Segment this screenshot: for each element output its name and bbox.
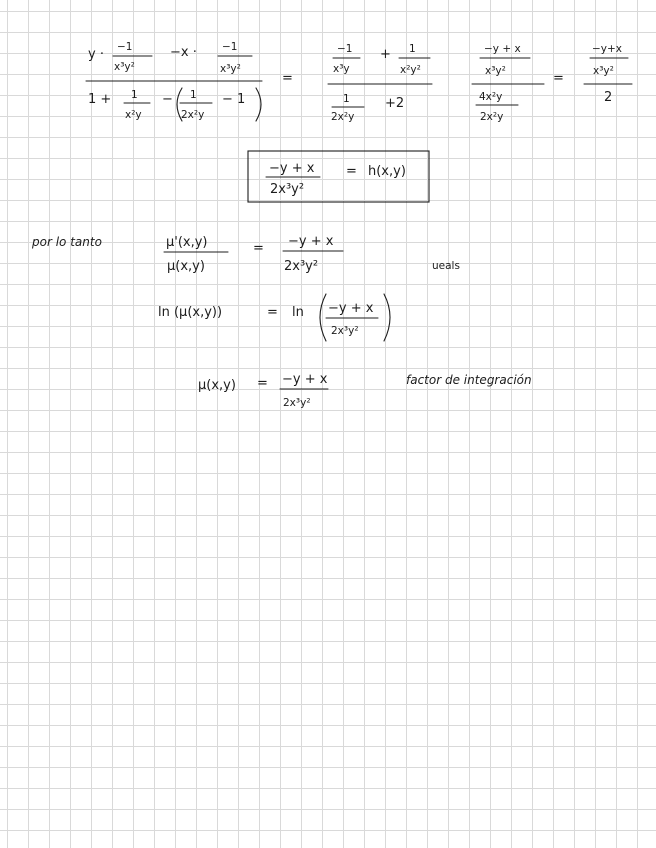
- eq1-lhs-num-y: y ·: [88, 47, 104, 62]
- step3-line: [198, 372, 532, 409]
- step3-lhs: μ(x,y): [198, 378, 236, 393]
- step2-line: [158, 294, 390, 341]
- step3-label: factor de integración: [406, 373, 532, 387]
- eq1-lhs-num-minus-x: −x ·: [170, 45, 197, 60]
- eq1-mid1-den-a-bot: 2x²y: [331, 111, 355, 123]
- eq1-lhs-num-a-bot: x³y²: [114, 61, 135, 73]
- eq1-mid1-num-b-top: 1: [409, 43, 416, 55]
- eq1-mid2-num-top: −y + x: [484, 43, 521, 55]
- eq1-lhs-den-one-plus: 1 +: [88, 92, 112, 107]
- step2-right-paren: [384, 294, 390, 341]
- eq1-lhs-den-a-bot: x²y: [125, 109, 142, 121]
- eq1-mid1-den-plus-two: +2: [385, 96, 405, 111]
- step2-rhs-den: 2x³y²: [331, 325, 359, 337]
- eq1-lhs-den-p-bot: 2x²y: [181, 109, 205, 121]
- boxed-rhs: h(x,y): [368, 164, 406, 179]
- step2-left-paren: [320, 294, 326, 341]
- eq1-lhs-num-b-top: −1: [222, 41, 238, 53]
- eq1-lhs-den-p-top: 1: [190, 89, 197, 101]
- eq1-mid2-den-bot: 2x²y: [480, 111, 504, 123]
- eq1-lhs-num-b-bot: x³y²: [220, 63, 241, 75]
- eq1-mid2-num-bot: x³y²: [485, 65, 506, 77]
- step1-lhs-den: μ(x,y): [167, 259, 205, 274]
- eq1-mid1-num-a-top: −1: [337, 43, 353, 55]
- eq1-result-num-top: −y+x: [592, 43, 623, 55]
- eq1-lhs-fraction: [86, 41, 262, 121]
- step1-rhs-den: 2x³y²: [284, 259, 319, 274]
- eq1-lhs-den-a-top: 1: [131, 89, 138, 101]
- step1-equals: =: [253, 241, 264, 256]
- step1-rhs-num: −y + x: [288, 234, 334, 249]
- step3-rhs-num: −y + x: [282, 372, 328, 387]
- boxed-result: [248, 151, 429, 202]
- eq1-result-den: 2: [604, 90, 613, 105]
- step1-lhs-num: μ'(x,y): [166, 235, 208, 250]
- eq1-lhs-den-p-minus-one: − 1: [222, 92, 246, 107]
- eq1-mid2-fraction: [472, 43, 544, 123]
- eq1-mid1-den-a-top: 1: [343, 93, 350, 105]
- eq1-mid1-fraction: [328, 43, 432, 123]
- step1-prefix: por lo tanto: [32, 235, 102, 249]
- eq1-result-fraction: [584, 43, 632, 105]
- eq1-equals-1: =: [282, 71, 293, 86]
- boxed-num: −y + x: [269, 161, 315, 176]
- step2-rhs-num: −y + x: [328, 301, 374, 316]
- eq1-equals-2: =: [553, 71, 564, 86]
- eq1-mid1-num-plus: +: [380, 47, 391, 62]
- eq1-lhs-den-right-paren: [256, 88, 261, 121]
- boxed-equals: =: [346, 164, 357, 179]
- eq1-result-num-bot: x³y²: [593, 65, 614, 77]
- step3-equals: =: [257, 376, 268, 391]
- step2-ln: ln: [292, 305, 304, 320]
- step1-line: [31, 234, 460, 274]
- eq1-lhs-num-a-top: −1: [117, 41, 133, 53]
- eq1-mid1-num-b-bot: x²y²: [400, 64, 421, 76]
- step3-rhs-den: 2x³y²: [283, 397, 311, 409]
- step2-lhs: ln (μ(x,y)): [158, 305, 223, 320]
- step1-note: ueals: [432, 260, 460, 272]
- eq1-lhs-den-minus: −: [162, 92, 173, 107]
- eq1-mid1-num-a-bot: x³y: [333, 63, 350, 75]
- eq1-mid2-den-top: 4x²y: [479, 91, 503, 103]
- boxed-den: 2x³y²: [270, 182, 305, 197]
- step2-equals: =: [267, 305, 278, 320]
